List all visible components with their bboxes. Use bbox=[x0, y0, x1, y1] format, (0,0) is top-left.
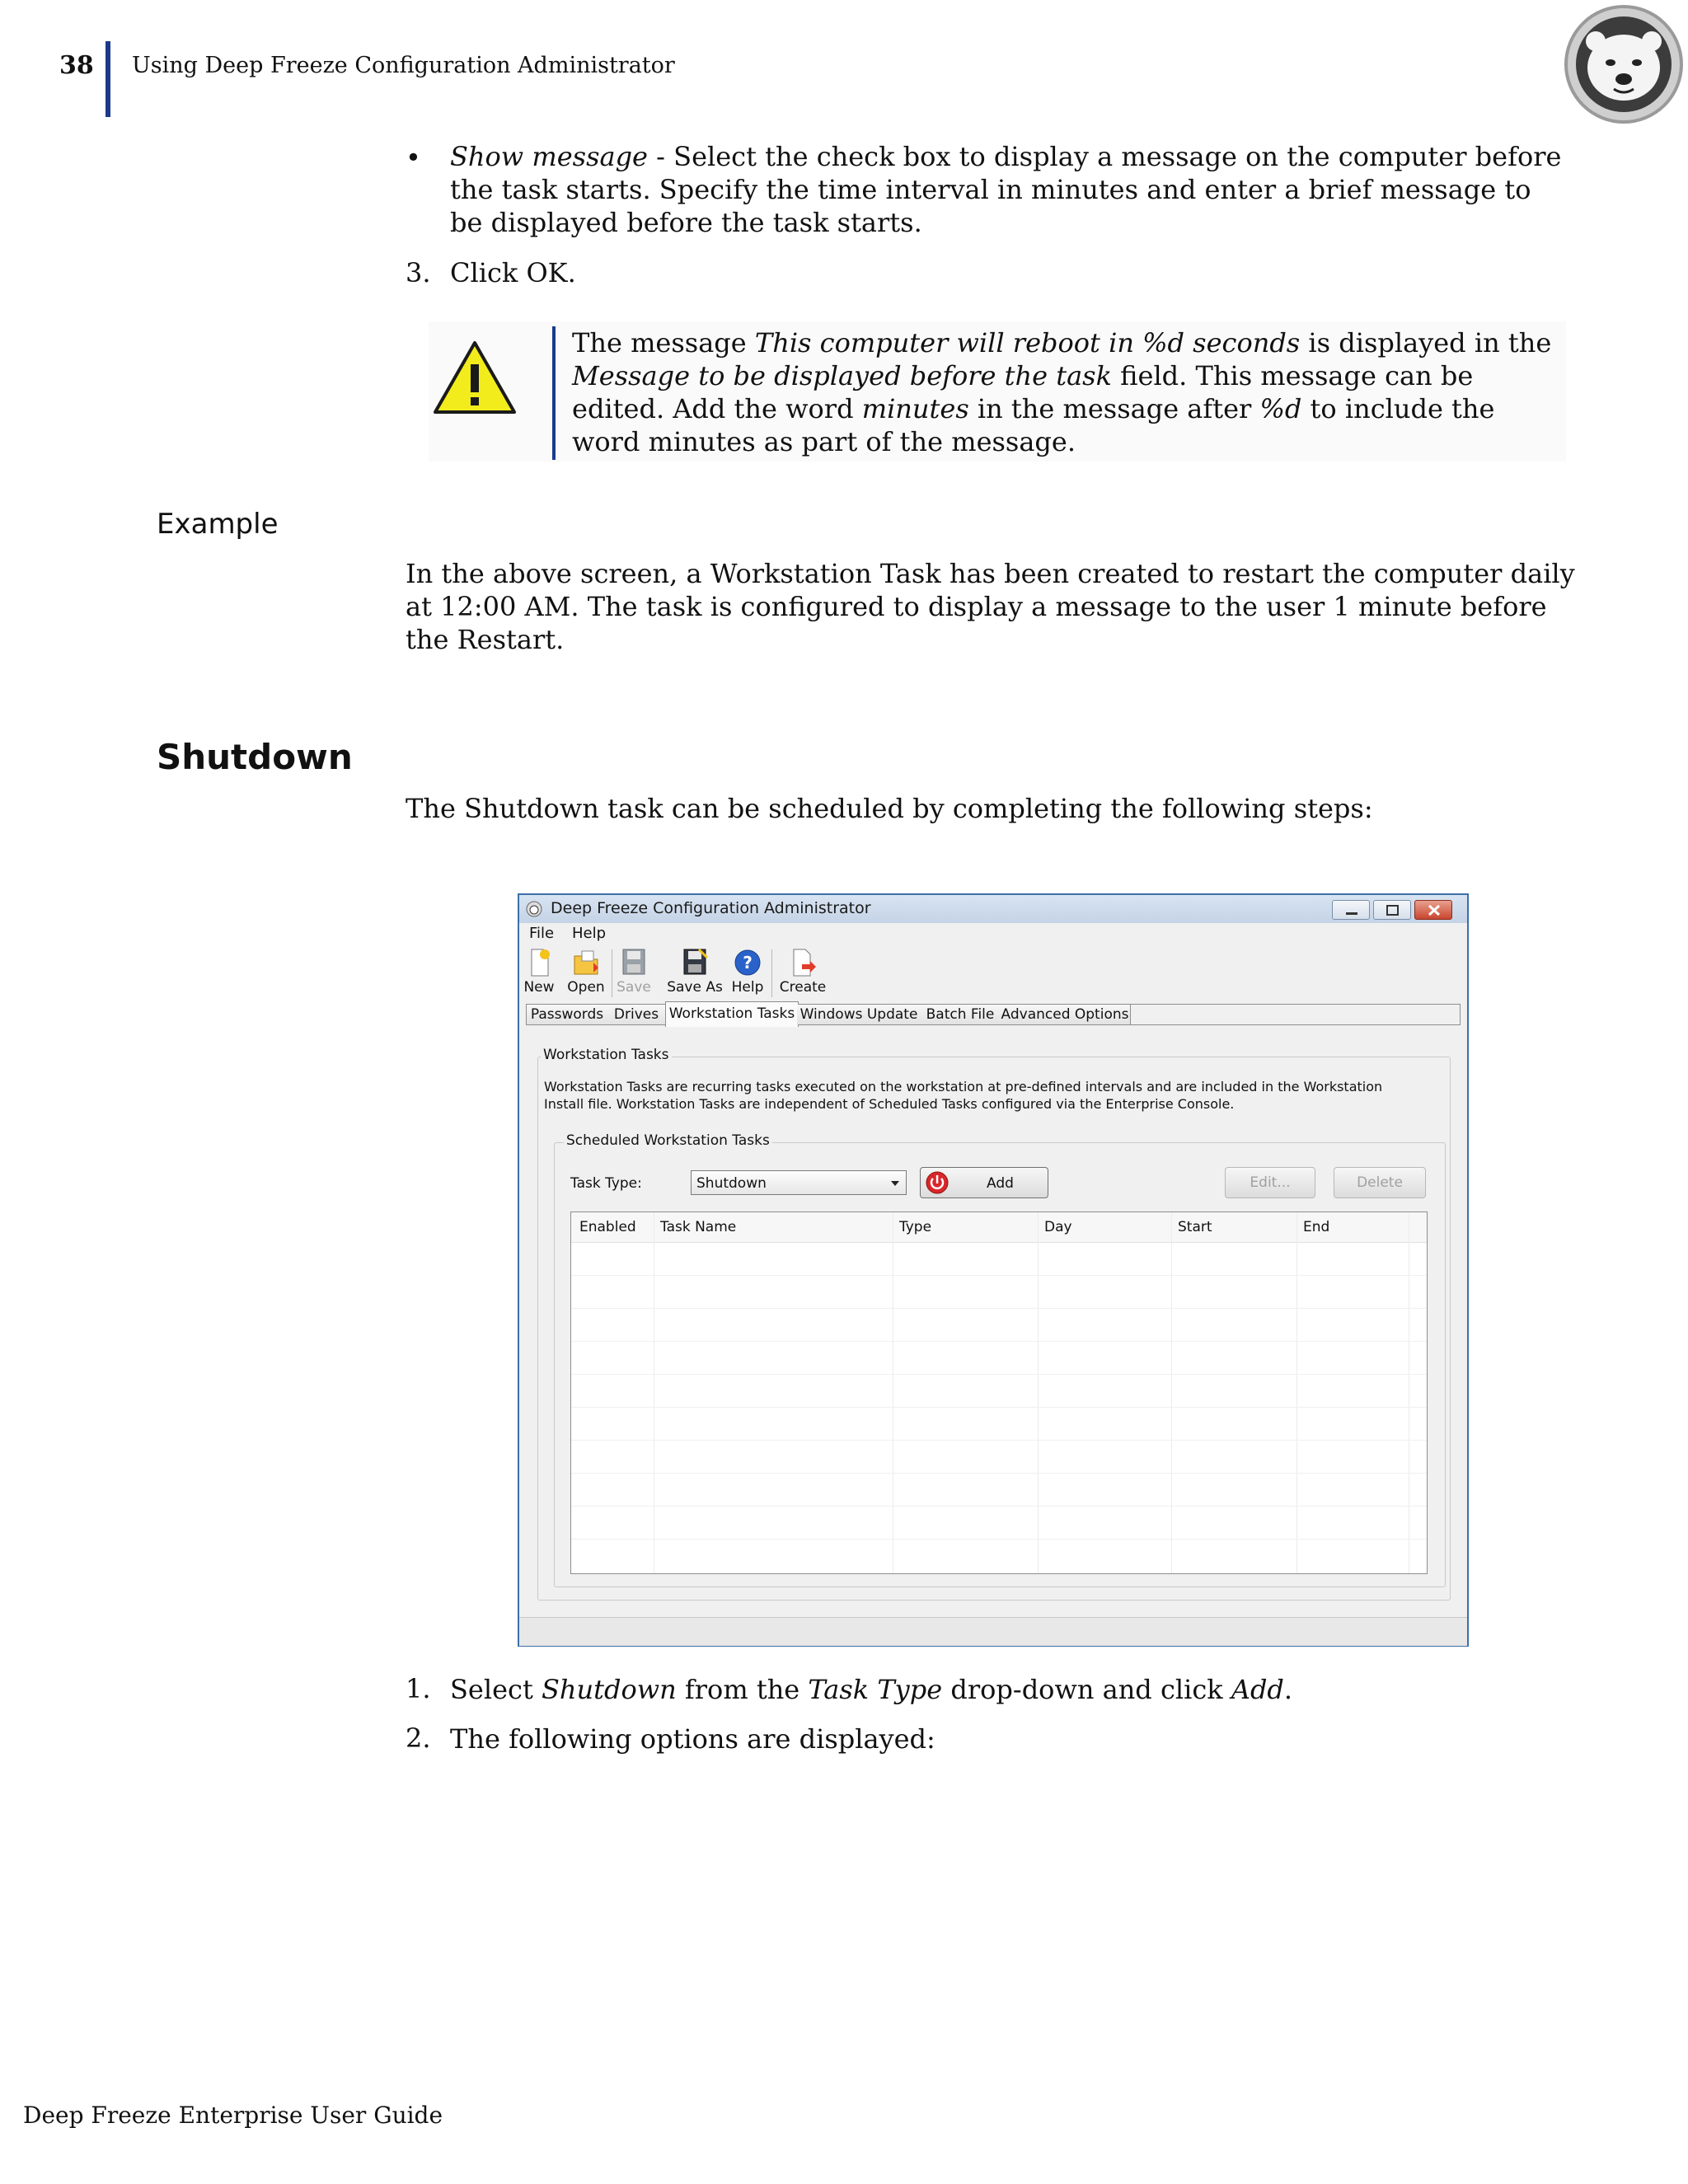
workstation-tasks-description: Workstation Tasks are recurring tasks executed on the workstation at pre-defined intervals and are included in the Workstation Install file. Workstation Tasks are independent of Scheduled Tasks configured via the Enterprise Console. bbox=[544, 1079, 1383, 1112]
tab-drives[interactable]: Drives bbox=[607, 1005, 666, 1024]
row-divider bbox=[571, 1407, 1427, 1408]
step-1-task-type: Task Type bbox=[808, 1674, 943, 1705]
tab-batch-file[interactable]: Batch File bbox=[921, 1005, 1001, 1024]
toolbar-open-label: Open bbox=[567, 979, 605, 996]
toolbar-new-button[interactable] bbox=[523, 946, 556, 999]
row-divider bbox=[571, 1308, 1427, 1309]
scheduled-tasks-group-label: Scheduled Workstation Tasks bbox=[564, 1132, 772, 1149]
row-divider bbox=[571, 1275, 1427, 1276]
row-divider bbox=[571, 1374, 1427, 1375]
column-divider bbox=[1038, 1212, 1039, 1573]
status-bar bbox=[519, 1617, 1467, 1646]
window-title: Deep Freeze Configuration Administrator bbox=[551, 899, 871, 917]
power-icon bbox=[926, 1171, 949, 1198]
show-message-term: Show message bbox=[450, 141, 648, 172]
step-3-number: 3. bbox=[406, 257, 431, 288]
polar-bear-logo-icon bbox=[1563, 3, 1685, 125]
step-1-add: Add bbox=[1231, 1674, 1284, 1705]
show-message-text: - Select the check box to display a message on the computer before the task starts. Specify the time interval in minutes and enter a brief message to be displayed before the task starts. bbox=[450, 141, 1562, 238]
toolbar-create-button[interactable] bbox=[778, 946, 828, 999]
task-type-value: Shutdown bbox=[696, 1175, 767, 1192]
window-titlebar bbox=[519, 895, 1467, 923]
delete-button[interactable]: Delete bbox=[1334, 1167, 1426, 1198]
minimize-button[interactable] bbox=[1332, 900, 1370, 920]
toolbar-open-button[interactable] bbox=[567, 946, 605, 999]
workstation-tasks-group-label: Workstation Tasks bbox=[541, 1047, 672, 1063]
row-divider bbox=[571, 1539, 1427, 1540]
save-disk-icon bbox=[620, 948, 648, 977]
step-1-shutdown: Shutdown bbox=[541, 1674, 677, 1705]
note-italic-minutes: minutes bbox=[861, 393, 969, 424]
toolbar-save-as-button[interactable] bbox=[666, 946, 724, 999]
tasks-list-header bbox=[571, 1212, 1427, 1243]
row-divider bbox=[571, 1506, 1427, 1507]
save-as-disk-icon bbox=[681, 948, 709, 977]
note-italic-message: This computer will reboot in %d seconds bbox=[754, 327, 1301, 359]
step-1-part: from the bbox=[676, 1674, 809, 1705]
column-end[interactable]: End bbox=[1303, 1219, 1330, 1235]
tab-advanced-options[interactable]: Advanced Options bbox=[1000, 1005, 1131, 1024]
tasks-list[interactable] bbox=[570, 1212, 1428, 1574]
help-question-icon bbox=[734, 948, 762, 977]
step-1-number: 1. bbox=[406, 1673, 431, 1704]
note-part: field. This message can be edited. Add the word bbox=[572, 360, 1474, 424]
note-part: to include the word minutes as part of the message. bbox=[572, 393, 1495, 457]
step-2-number: 2. bbox=[406, 1722, 431, 1754]
column-type[interactable]: Type bbox=[899, 1219, 932, 1235]
add-task-button[interactable] bbox=[920, 1167, 1048, 1198]
toolbar-separator bbox=[771, 949, 772, 997]
toolbar-create-label: Create bbox=[779, 979, 827, 996]
toolbar-save-label: Save bbox=[617, 979, 651, 996]
add-button-label: Add bbox=[987, 1175, 1014, 1192]
create-file-icon bbox=[789, 948, 817, 977]
tab-workstation-tasks[interactable]: Workstation Tasks bbox=[665, 1001, 799, 1027]
chevron-down-icon bbox=[889, 1176, 901, 1193]
step-1-part: drop-down and click bbox=[942, 1674, 1231, 1705]
column-divider bbox=[1171, 1212, 1172, 1573]
section-intro: The Shutdown task can be scheduled by completing the following steps: bbox=[406, 793, 1373, 824]
note-italic-field: Message to be displayed before the task bbox=[572, 360, 1112, 391]
toolbar bbox=[519, 944, 1467, 1001]
column-start[interactable]: Start bbox=[1178, 1219, 1212, 1235]
note-part: in the message after bbox=[968, 393, 1260, 424]
task-type-dropdown[interactable] bbox=[691, 1170, 907, 1195]
step-3-text: Click OK. bbox=[450, 257, 576, 288]
page-number: 38 bbox=[59, 51, 94, 80]
example-label: Example bbox=[157, 508, 279, 541]
show-message-bullet bbox=[450, 140, 1571, 239]
header-title: Using Deep Freeze Configuration Administrator bbox=[132, 53, 675, 78]
menu-bar bbox=[519, 923, 1467, 944]
app-icon bbox=[526, 901, 542, 917]
toolbar-help-label: Help bbox=[731, 979, 764, 996]
step-2-text: The following options are displayed: bbox=[450, 1723, 935, 1755]
config-admin-window bbox=[518, 893, 1469, 1647]
row-divider bbox=[571, 1440, 1427, 1441]
step-1-text bbox=[450, 1673, 1292, 1706]
row-divider bbox=[571, 1341, 1427, 1342]
row-divider bbox=[571, 1473, 1427, 1474]
header-divider bbox=[106, 41, 110, 117]
toolbar-new-label: New bbox=[523, 979, 555, 996]
note-divider bbox=[552, 326, 556, 460]
maximize-button[interactable] bbox=[1373, 900, 1411, 920]
edit-button[interactable]: Edit... bbox=[1225, 1167, 1315, 1198]
tab-strip bbox=[526, 1004, 1461, 1025]
footer-text: Deep Freeze Enterprise User Guide bbox=[23, 2102, 443, 2129]
example-text: In the above screen, a Workstation Task has been created to restart the computer daily at 12:00 AM. The task is configured to display a message to the user 1 minute before the Restart. bbox=[406, 558, 1575, 655]
new-document-icon bbox=[527, 948, 551, 977]
column-divider bbox=[1296, 1212, 1297, 1573]
svg-text:?: ? bbox=[743, 953, 753, 972]
tab-windows-update[interactable]: Windows Update bbox=[797, 1005, 921, 1024]
toolbar-save-button[interactable] bbox=[617, 946, 651, 999]
note-text bbox=[572, 326, 1569, 458]
note-part: is displayed in the bbox=[1300, 327, 1552, 359]
close-button[interactable] bbox=[1414, 900, 1452, 920]
open-folder-icon bbox=[572, 948, 600, 977]
menu-file[interactable]: File bbox=[529, 925, 555, 942]
warning-icon bbox=[432, 340, 518, 417]
toolbar-save-as-label: Save As bbox=[667, 979, 723, 996]
step-1-part: Select bbox=[450, 1674, 542, 1705]
toolbar-help-button[interactable] bbox=[730, 946, 765, 999]
menu-help[interactable]: Help bbox=[572, 925, 607, 942]
tab-passwords[interactable]: Passwords bbox=[527, 1005, 608, 1024]
column-enabled[interactable]: Enabled bbox=[579, 1219, 636, 1235]
section-title: Shutdown bbox=[157, 737, 353, 777]
task-type-label: Task Type: bbox=[570, 1175, 642, 1192]
bullet-marker: • bbox=[406, 142, 421, 173]
step-1-part: . bbox=[1283, 1674, 1293, 1705]
note-part: The message bbox=[572, 327, 755, 359]
column-day[interactable]: Day bbox=[1044, 1219, 1072, 1235]
note-italic-placeholder: %d bbox=[1259, 393, 1302, 424]
column-task-name[interactable]: Task Name bbox=[660, 1219, 737, 1235]
